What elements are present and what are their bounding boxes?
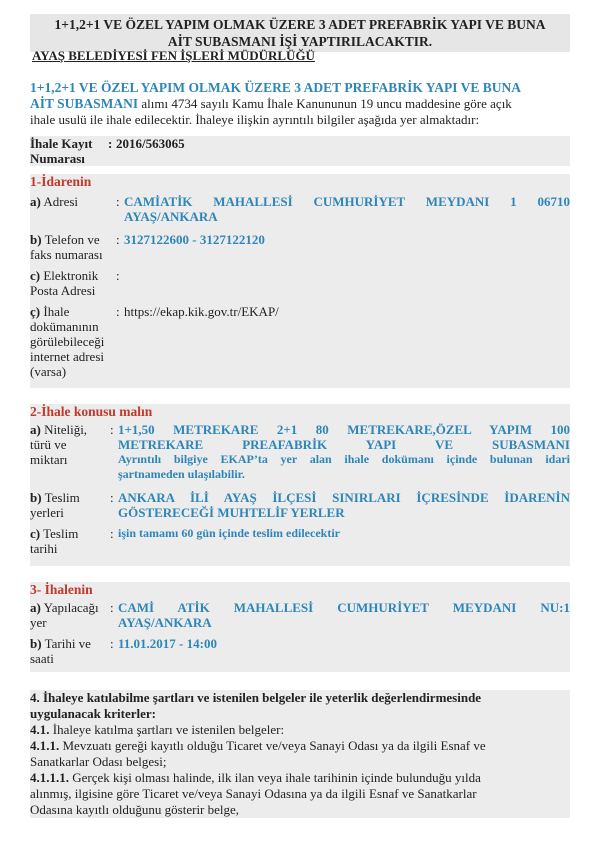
tender-place-row: a) Yapılacağı yer : CAMİ ATİK MAHALLESİ CUMHURİYET MEYDANI NU:1 AYAŞ/ANKARA bbox=[30, 600, 570, 636]
criteria-title: 4. İhaleye katılabilme şartları ve istenilen belgeler ile yeterlik değerlendirmesinde uygulanacak kriterler: bbox=[30, 690, 482, 721]
section-3 bbox=[30, 582, 570, 672]
ekap-link[interactable]: https://ekap.kik.gov.tr/EKAP/ bbox=[124, 304, 279, 319]
section-1 bbox=[30, 174, 570, 388]
section-3-title: 3- İhalenin bbox=[30, 582, 93, 597]
web-row: ç) İhale dokümanının görülebileceği internet adresi (varsa) : https://ekap.kik.gov.tr/EKAP/ bbox=[30, 304, 570, 379]
email-value bbox=[124, 268, 570, 304]
email-row: c) Elektronik Posta Adresi : bbox=[30, 268, 570, 304]
delivery-date-value: işin tamamı 60 gün içinde teslim edilecektir bbox=[118, 526, 340, 540]
document-header bbox=[30, 14, 570, 52]
criteria-4-1: 4.1. İhaleye katılma şartları ve istenilen belgeler: bbox=[30, 722, 285, 737]
registry-block bbox=[30, 136, 570, 166]
registry-label: İhale Kayıt Numarası bbox=[30, 136, 93, 166]
tender-date-row: b) Tarihi ve saati : 11.01.2017 - 14:00 bbox=[30, 636, 570, 666]
department-name: AYAŞ BELEDİYESİ FEN İŞLERİ MÜDÜRLÜĞÜ bbox=[32, 48, 315, 63]
document-title: 1+1,2+1 VE ÖZEL YAPIM OLMAK ÜZERE 3 ADET PREFABRİK YAPI VE BUNA AİT SUBASMANI İŞİ YAPTIRILACAKTIR. bbox=[54, 17, 546, 49]
delivery-place-value: ANKARA İLİ AYAŞ İLÇESİ SINIRLARI İÇRESİNDE İDARENİN GÖSTERECEĞİ MUHTELİF YERLER bbox=[118, 490, 570, 520]
tender-date-value: 11.01.2017 - 14:00 bbox=[118, 636, 217, 651]
phone-value: 3127122600 - 3127122120 bbox=[124, 232, 265, 247]
nature-row: a) Niteliği, türü ve miktarı : 1+1,50 METREKARE 2+1 80 METREKARE,ÖZEL YAPIM 100 METREKARE PREAFABRİK YAPI VE SUBASMANI Ayrıntılı bilgiye EKAP’ta yer alan ihale dokümanı içinde bulunan idari şartnameden ulaşılabilir. bbox=[30, 422, 570, 490]
section-2-title: 2-İhale konusu malın bbox=[30, 404, 153, 419]
delivery-date-row: c) Teslim tarihi : işin tamamı 60 gün içinde teslim edilecektir bbox=[30, 526, 570, 556]
intro-paragraph: 1+1,2+1 VE ÖZEL YAPIM OLMAK ÜZERE 3 ADET PREFABRİK YAPI VE BUNA AİT SUBASMANI alımı 4734 sayılı Kamu İhale Kanununun 19 uncu maddesine göre açık ihale usulü ile ihale edilecektir. İhaleye ilişkin ayrıntılı bilgiler aşağıda yer almaktadır: bbox=[30, 80, 521, 127]
tender-place-value: CAMİ ATİK MAHALLESİ CUMHURİYET MEYDANI NU:1 AYAŞ/ANKARA bbox=[118, 600, 570, 630]
registry-row: İhale Kayıt Numarası : 2016/563065 bbox=[30, 136, 570, 166]
section-2 bbox=[30, 404, 570, 566]
criteria-4-1-1: 4.1.1. Mevzuatı gereği kayıtlı olduğu Ticaret ve/veya Sanayi Odası ya da ilgili Esnaf ve Sanatkarlar Odası belgesi; bbox=[30, 738, 486, 769]
delivery-place-row: b) Teslim yerleri : ANKARA İLİ AYAŞ İLÇESİ SINIRLARI İÇRESİNDE İDARENİN GÖSTERECEĞİ MUHTELİF YERLER bbox=[30, 490, 570, 526]
section-1-title: 1-İdarenin bbox=[30, 174, 92, 189]
nature-value: 1+1,50 METREKARE 2+1 80 METREKARE,ÖZEL YAPIM 100 METREKARE PREAFABRİK YAPI VE SUBASMANI Ayrıntılı bilgiye EKAP’ta yer alan ihale dokümanı içinde bulunan idari şartnameden ulaşılabilir. bbox=[118, 422, 570, 481]
registry-number: 2016/563065 bbox=[116, 136, 185, 151]
phone-row: b) Telefon ve faks numarası : 3127122600 - 3127122120 bbox=[30, 232, 570, 268]
criteria-section bbox=[30, 690, 570, 818]
address-row: a) Adresi : CAMİATİK MAHALLESİ CUMHURİYET MEYDANI 1 06710 AYAŞ/ANKARA bbox=[30, 194, 570, 232]
address-value: CAMİATİK MAHALLESİ CUMHURİYET MEYDANI 1 06710 AYAŞ/ANKARA bbox=[124, 194, 570, 224]
criteria-4-1-1-1: 4.1.1.1. Gerçek kişi olması halinde, ilk ilan veya ihale tarihinin içinde bulunduğu yılda alınmış, ilgisine göre Ticaret ve/veya Sanayi Odasına ya da ilgili Esnaf ve Sanatkarlar Odasına kayıtlı olduğunu gösterir belge, bbox=[30, 770, 481, 817]
